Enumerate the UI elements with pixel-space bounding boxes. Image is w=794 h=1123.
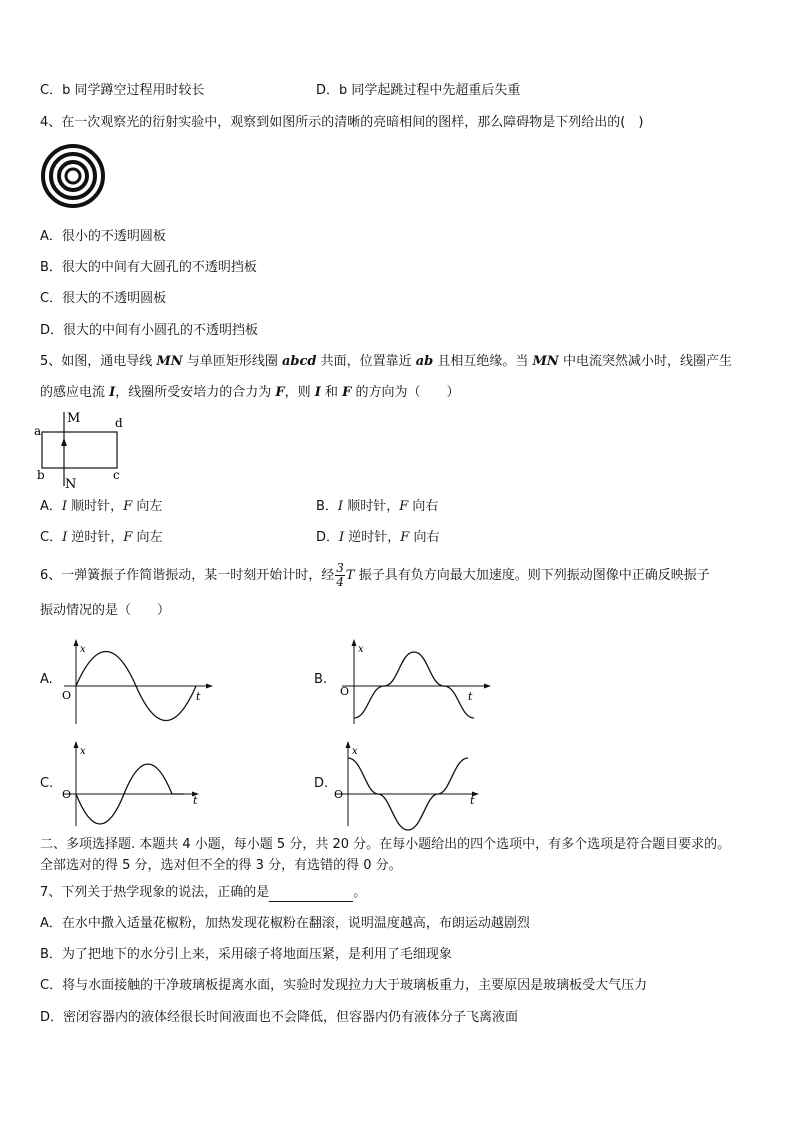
q4-stem: 4、在一次观察光的衍射实验中，观察到如图所示的清晰的亮暗相间的图样，那么障碍物是下列给出的( ) [40, 115, 644, 130]
q4-option-a: A．很小的不透明圆板 [40, 229, 166, 244]
numerator: 3 [336, 561, 344, 575]
text: 且相互绝缘。当 [433, 354, 533, 369]
axis-t-label: t [470, 794, 475, 807]
q5-option-a [40, 498, 162, 516]
q5-stem-line2 [40, 384, 459, 402]
text: 顺时针， [67, 499, 124, 514]
text: 。 [353, 885, 367, 900]
diffraction-rings-figure [40, 143, 106, 209]
axis-x-label: x [80, 746, 86, 757]
section2-instructions-line1: 二、多项选择题. 本题共 4 小题，每小题 5 分，共 20 分。在每小题给出的四个选项中，有多个选项是符合题目要求的。 [40, 837, 731, 852]
axis-t-label: t [196, 690, 201, 703]
text: 共面，位置靠近 [316, 354, 416, 369]
wire-loop-figure [34, 410, 134, 490]
q5-stem-line1 [40, 353, 732, 371]
text: 的感应电流 [40, 385, 110, 400]
text: 和 [320, 385, 343, 400]
q5-option-c [40, 529, 163, 547]
text: 逆时针， [344, 530, 401, 545]
text: 与单匝矩形线圈 [182, 354, 282, 369]
label-a: a [34, 424, 42, 438]
var-i: I [62, 530, 68, 545]
text: 7、下列关于热学现象的说法，正确的是 [40, 885, 270, 900]
q5-option-d [316, 529, 439, 547]
var-f: F [400, 530, 410, 545]
var-t: T [345, 568, 355, 583]
graph-b [338, 638, 498, 728]
graph-b-label: B. [314, 672, 328, 687]
var-mn: MN [156, 354, 183, 369]
q7-option-d: D．密闭容器内的液体经很长时间液面也不会降低，但容器内仍有液体分子飞离液面 [40, 1010, 519, 1025]
graph-d [332, 740, 492, 830]
origin-label: O [340, 685, 350, 698]
graph-a [60, 638, 220, 728]
axis-x-label: x [358, 644, 364, 655]
label-m: M [67, 411, 81, 426]
var-f: F [123, 499, 133, 514]
text: 振子具有负方向最大加速度。则下列振动图像中正确反映振子 [354, 568, 710, 583]
q3-option-d: D．b 同学起跳过程中先超重后失重 [316, 83, 521, 98]
axis-t-label: t [468, 690, 473, 703]
answer-blank[interactable] [269, 887, 353, 902]
denominator: 4 [336, 575, 344, 589]
axis-x-label: x [80, 644, 86, 655]
text: 向左 [132, 499, 163, 514]
graph-a-label: A. [40, 672, 53, 687]
graph-c-label: C. [40, 776, 54, 791]
var-i: I [61, 499, 68, 514]
axis-t-label: t [193, 794, 198, 807]
graph-d-label: D. [314, 776, 329, 791]
fraction-three-quarters [335, 562, 345, 589]
q7-option-c: C．将与水面接触的干净玻璃板提离水面，实验时发现拉力大于玻璃板重力，主要原因是玻璃板受大气压力 [40, 978, 648, 993]
var-f: F [399, 499, 409, 514]
var-f: F [342, 385, 352, 400]
text: ，则 [284, 385, 315, 400]
text: D． [316, 530, 340, 545]
var-i: I [339, 530, 345, 545]
var-ab: ab [415, 354, 434, 369]
text: 的方向为（ ） [351, 385, 460, 400]
label-n: N [65, 477, 77, 492]
text: 向右 [408, 499, 439, 514]
label-d: d [115, 416, 123, 430]
text: 5、如图，通电导线 [40, 354, 157, 369]
label-b: b [37, 468, 45, 482]
text: 中电流突然减小时，线圈产生 [558, 354, 732, 369]
q7-option-a: A．在水中撒入适量花椒粉，加热发现花椒粉在翻滚，说明温度越高，布朗运动越剧烈 [40, 916, 530, 931]
q6-stem-line1 [40, 562, 710, 590]
text: 向左 [132, 530, 163, 545]
var-abcd: abcd [281, 354, 317, 369]
q4-option-d: D．很大的中间有小圆孔的不透明挡板 [40, 323, 259, 338]
q4-option-b: B．很大的中间有大圆孔的不透明挡板 [40, 260, 257, 275]
var-f: F [275, 385, 285, 400]
var-mn: MN [532, 354, 559, 369]
text: 顺时针， [343, 499, 400, 514]
text: B． [316, 499, 338, 514]
q4-option-c: C．很大的不透明圆板 [40, 291, 167, 306]
q7-stem [40, 884, 366, 902]
text: 逆时针， [67, 530, 124, 545]
origin-label: O [62, 689, 72, 702]
var-i: I [109, 385, 116, 400]
label-c: c [113, 468, 120, 482]
q3-option-c: C．b 同学蹲空过程用时较长 [40, 83, 205, 98]
var-i: I [337, 499, 344, 514]
axis-x-label: x [352, 746, 358, 757]
text: 向右 [409, 530, 440, 545]
text: ，线圈所受安培力的合力为 [115, 385, 276, 400]
text: A． [40, 499, 62, 514]
origin-label: O [334, 788, 344, 801]
var-f: F [123, 530, 133, 545]
origin-label: O [62, 788, 72, 801]
q7-option-b: B．为了把地下的水分引上来，采用磙子将地面压紧，是利用了毛细现象 [40, 947, 452, 962]
graph-c [60, 740, 220, 830]
q6-stem-line2: 振动情况的是（ ） [40, 603, 171, 618]
var-i: I [314, 385, 321, 400]
q5-option-b [316, 498, 438, 516]
section2-instructions-line2: 全部选对的得 5 分，选对但不全的得 3 分，有选错的得 0 分。 [40, 858, 402, 873]
text: 6、一弹簧振子作简谐振动，某一时刻开始计时，经 [40, 568, 335, 583]
text: C． [40, 530, 63, 545]
